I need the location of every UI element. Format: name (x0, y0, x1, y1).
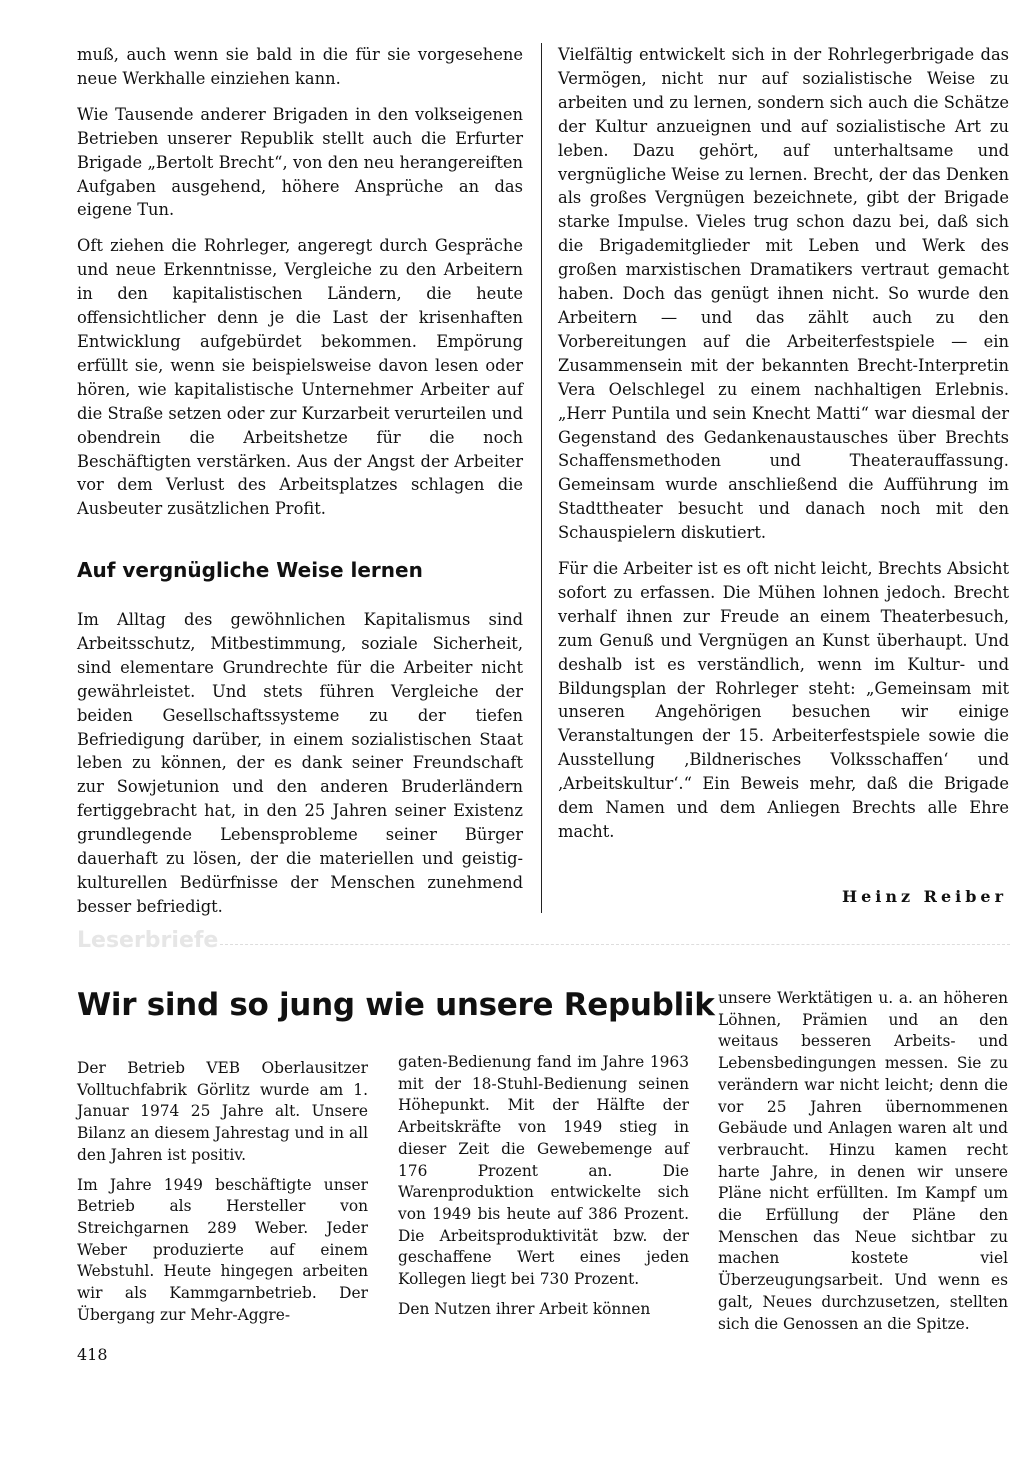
subheading: Auf vergnügliche Weise lernen (77, 558, 423, 582)
letter-column-3 (718, 988, 1008, 1343)
article-column-top-left (77, 43, 523, 533)
paragraph: Den Nutzen ihrer Arbeit können (398, 1299, 651, 1318)
author-byline: Heinz Reiber (841, 887, 1007, 906)
section-label: Leserbriefe (77, 928, 219, 953)
paragraph: Vielfältig entwickelt sich in der Rohrlegerbrigade das Vermögen, nicht nur auf sozialistische Weise zu arbeiten und zu lernen, sondern sich auch die Schätze der Kultur anzueignen und auf sozialistische Art zu leben. Dazu gehört, auf unterhaltsame und vergnügliche Weise zu lernen. Brecht, der das Denken als großes Vergnügen bezeichnete, gibt der Brigade starke Impulse. Vieles trug schon dazu bei, daß sich die Brigademitglieder mit Leben und Werk des großen marxistischen Dramatikers vertraut gemacht haben. Doch das genügt ihnen nicht. So wurde den Arbeitern — und das zählt auch zu den Vorbereitungen auf die Arbeiterfestspiele — ein Zusammensein mit der bekannten Brecht-Interpretin Vera Oelschlegel zu einem nachhaltigen Erlebnis. „Herr Puntila und sein Knecht Matti“ war diesmal der Gegenstand des Gedankenaustausches über Brechts Schaffensmethoden und Theaterauffassung. Gemeinsam wurde anschließend die Aufführung im Stadttheater besucht und danach noch mit den Schauspielern diskutiert. (558, 45, 1009, 543)
page-number: 418 (77, 1345, 108, 1364)
paragraph: Der Betrieb VEB Oberlausitzer Volltuchfabrik Görlitz wurde am 1. Januar 1974 25 Jahre alt. Unsere Bilanz an diesem Jahrestag und in all den Jahren ist positiv. (77, 1059, 368, 1164)
column-divider (541, 43, 542, 913)
paragraph: muß, auch wenn sie bald in die für sie vorgesehene neue Werkhalle einziehen kann. (77, 45, 523, 88)
letter-column-1 (77, 1058, 368, 1334)
paragraph: Für die Arbeiter ist es oft nicht leicht, Brechts Absicht sofort zu erfassen. Die Mühen lohnen jedoch. Brecht verhalf ihnen zur Freude an einem Theaterbesuch, zum Genuß und Vergnügen an Kunst überhaupt. Und deshalb ist es verständlich, wenn im Kultur- und Bildungsplan der Rohrleger steht: „Gemeinsam mit unseren Angehörigen besuchen wir einige Veranstaltungen der 15. Arbeiterfestspiele sowie die Ausstellung ‚Bildnerisches Volksschaffen‘ und ‚Arbeitskultur‘.“ Ein Beweis mehr, daß die Brigade dem Namen und dem Anliegen Brechts alle Ehre macht. (558, 559, 1009, 841)
article-column-top-right (558, 43, 1009, 856)
paragraph: Im Jahre 1949 beschäftigte unser Betrieb als Hersteller von Streichgarnen 289 Weber. Jeder Weber produzierte auf einem Webstuhl. Heute hingegen arbeiten wir als Kammgarnbetrieb. Der Übergang zur Mehr-Aggre- (77, 1175, 368, 1324)
headline: Wir sind so jung wie unsere Republik (77, 987, 715, 1023)
paragraph: unsere Werktätigen u. a. an höheren Löhnen, Prämien und an den weitaus besseren Arbeits- und Lebensbedingungen messen. Sie zu verändern war nicht leicht; denn die vor 25 Jahren übernommenen Gebäude und Anlagen waren alt und verbraucht. Hinzu kamen recht harte Jahre, in denen wir unsere Pläne nicht erfüllten. Im Kampf um die Erfüllung der Pläne den Menschen das Neue sichtbar zu machen kostete viel Überzeugungsarbeit. Und wenn es galt, Neues durchzusetzen, stellten sich die Genossen an die Spitze. (718, 989, 1008, 1333)
section-divider (220, 944, 1010, 946)
article-column-top-left-continued (77, 608, 523, 931)
paragraph: Im Alltag des gewöhnlichen Kapitalismus sind Arbeitsschutz, Mitbestimmung, soziale Sicherheit, sind elementare Grundrechte für die Arbeiter nicht gewährleistet. Und stets führen Vergleiche der beiden Gesellschaftssysteme zu der tiefen Befriedigung darüber, in einem sozialistischen Staat leben zu können, der es dank seiner Freundschaft zur Sowjetunion und den anderen Bruderländern fertiggebracht hat, in den 25 Jahren seiner Existenz grundlegende Lebensprobleme seiner Bürger dauerhaft zu lösen, der die materiellen und geistig-kulturellen Bedürfnisse der Menschen zunehmend besser befriedigt. (77, 610, 523, 916)
paragraph: Wie Tausende anderer Brigaden in den volkseigenen Betrieben unserer Republik stellt auch die Erfurter Brigade „Bertolt Brecht“, von den neu herangereiften Aufgaben ausgehend, höhere Ansprüche an das eigene Tun. (77, 104, 523, 220)
paragraph: Oft ziehen die Rohrleger, angeregt durch Gespräche und neue Erkenntnisse, Vergleiche zu den Arbeitern in den kapitalistischen Ländern, die heute offensichtlicher denn je die Last der krisenhaften Entwicklung aufgebürdet bekommen. Empörung erfüllt sie, wenn sie beispielsweise davon lesen oder hören, wie kapitalistische Unternehmer Arbeiter auf die Straße setzen oder zur Kurzarbeit verurteilen und obendrein die Arbeitshetze für die noch Beschäftigten verstärken. Aus der Angst der Arbeiter vor dem Verlust des Arbeitsplatzes schlagen die Ausbeuter zusätzlichen Profit. (77, 236, 523, 519)
letter-column-2 (398, 1052, 689, 1328)
paragraph: gaten-Bedienung fand im Jahre 1963 mit der 18-Stuhl-Bedienung seinen Höhepunkt. Mit der Hälfte der Arbeitskräfte von 1949 stieg in dieser Zeit die Gewebemenge auf 176 Prozent an. Die Warenproduktion entwickelte sich von 1949 bis heute auf 386 Prozent. Die Arbeitsproduktivität bzw. der geschaffene Wert eines jeden Kollegen liegt bei 730 Prozent. (398, 1053, 689, 1289)
